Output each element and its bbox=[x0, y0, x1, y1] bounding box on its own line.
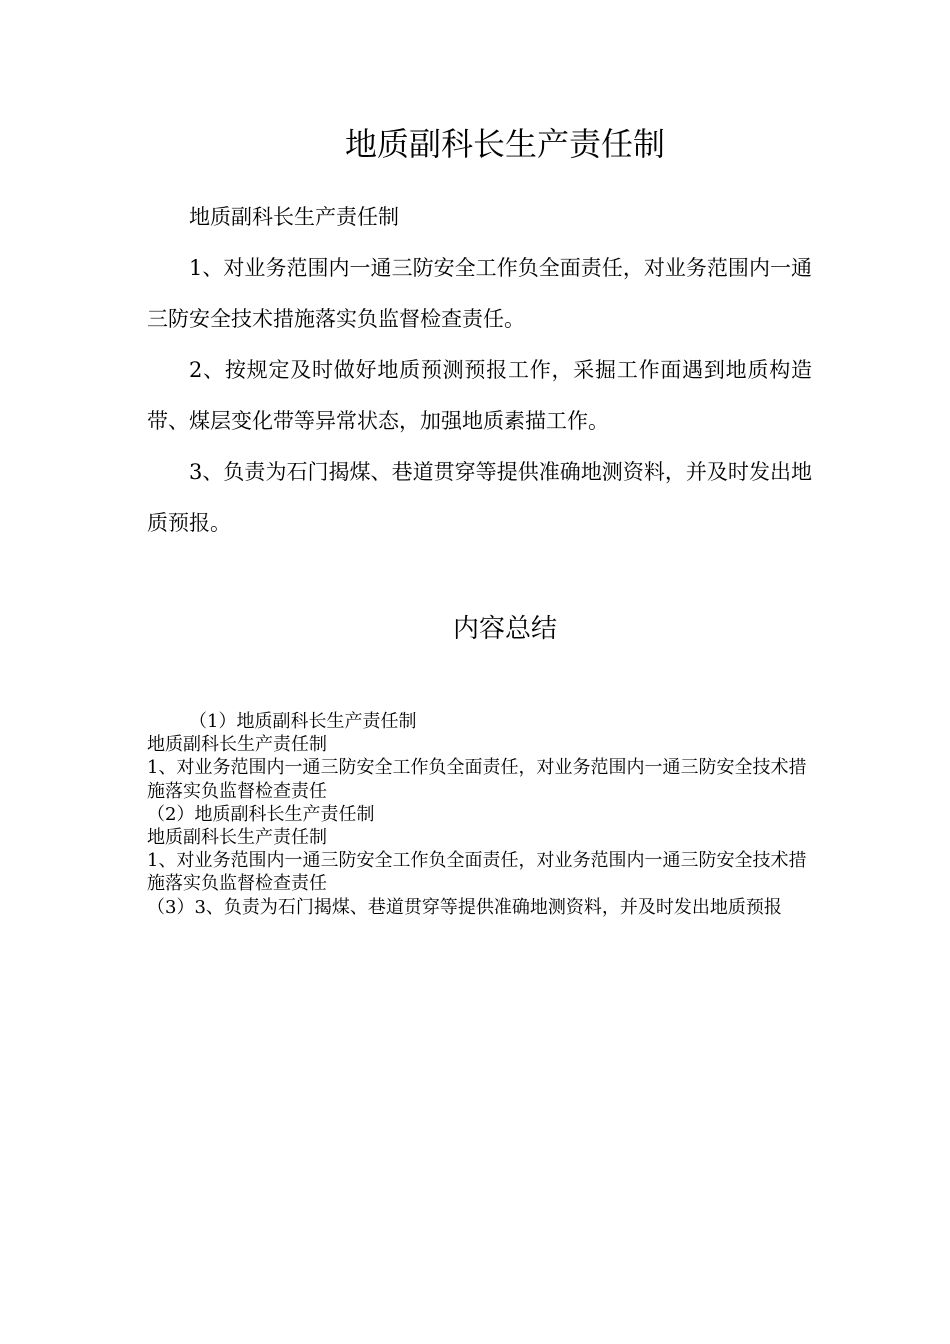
summary-line-6: 1、对业务范围内一通三防安全工作负全面责任，对业务范围内一通三防安全技术措施落实负监督检查责任 bbox=[147, 850, 807, 895]
summary-line-5: 地质副科长生产责任制 bbox=[147, 827, 327, 849]
summary-line-1: （1）地质副科长生产责任制 bbox=[189, 711, 417, 732]
summary-line-3: 1、对业务范围内一通三防安全工作负全面责任，对业务范围内一通三防安全技术措施落实负监督检查责任 bbox=[147, 757, 807, 802]
summary-title: 内容总结 bbox=[452, 614, 557, 644]
body-paragraph-2: 2、按规定及时做好地质预测预报工作，采掘工作面遇到地质构造带、煤层变化带等异常状态，加强地质素描工作。 bbox=[147, 358, 812, 433]
body-paragraph-3: 3、负责为石门揭煤、巷道贯穿等提供准确地测资料，并及时发出地质预报。 bbox=[147, 460, 812, 535]
document-body bbox=[147, 192, 812, 549]
body-paragraph-1: 1、对业务范围内一通三防安全工作负全面责任，对业务范围内一通三防安全技术措施落实负监督检查责任。 bbox=[147, 256, 812, 331]
summary-line-2: 地质副科长生产责任制 bbox=[147, 734, 327, 756]
body-paragraph-heading: 地质副科长生产责任制 bbox=[189, 205, 399, 229]
document-title: 地质副科长生产责任制 bbox=[344, 125, 665, 163]
summary-line-7: （3）3、负责为石门揭煤、巷道贯穿等提供准确地测资料，并及时发出地质预报 bbox=[147, 896, 782, 918]
summary-line-4: （2）地质副科长生产责任制 bbox=[147, 803, 375, 825]
summary-section bbox=[147, 710, 812, 919]
